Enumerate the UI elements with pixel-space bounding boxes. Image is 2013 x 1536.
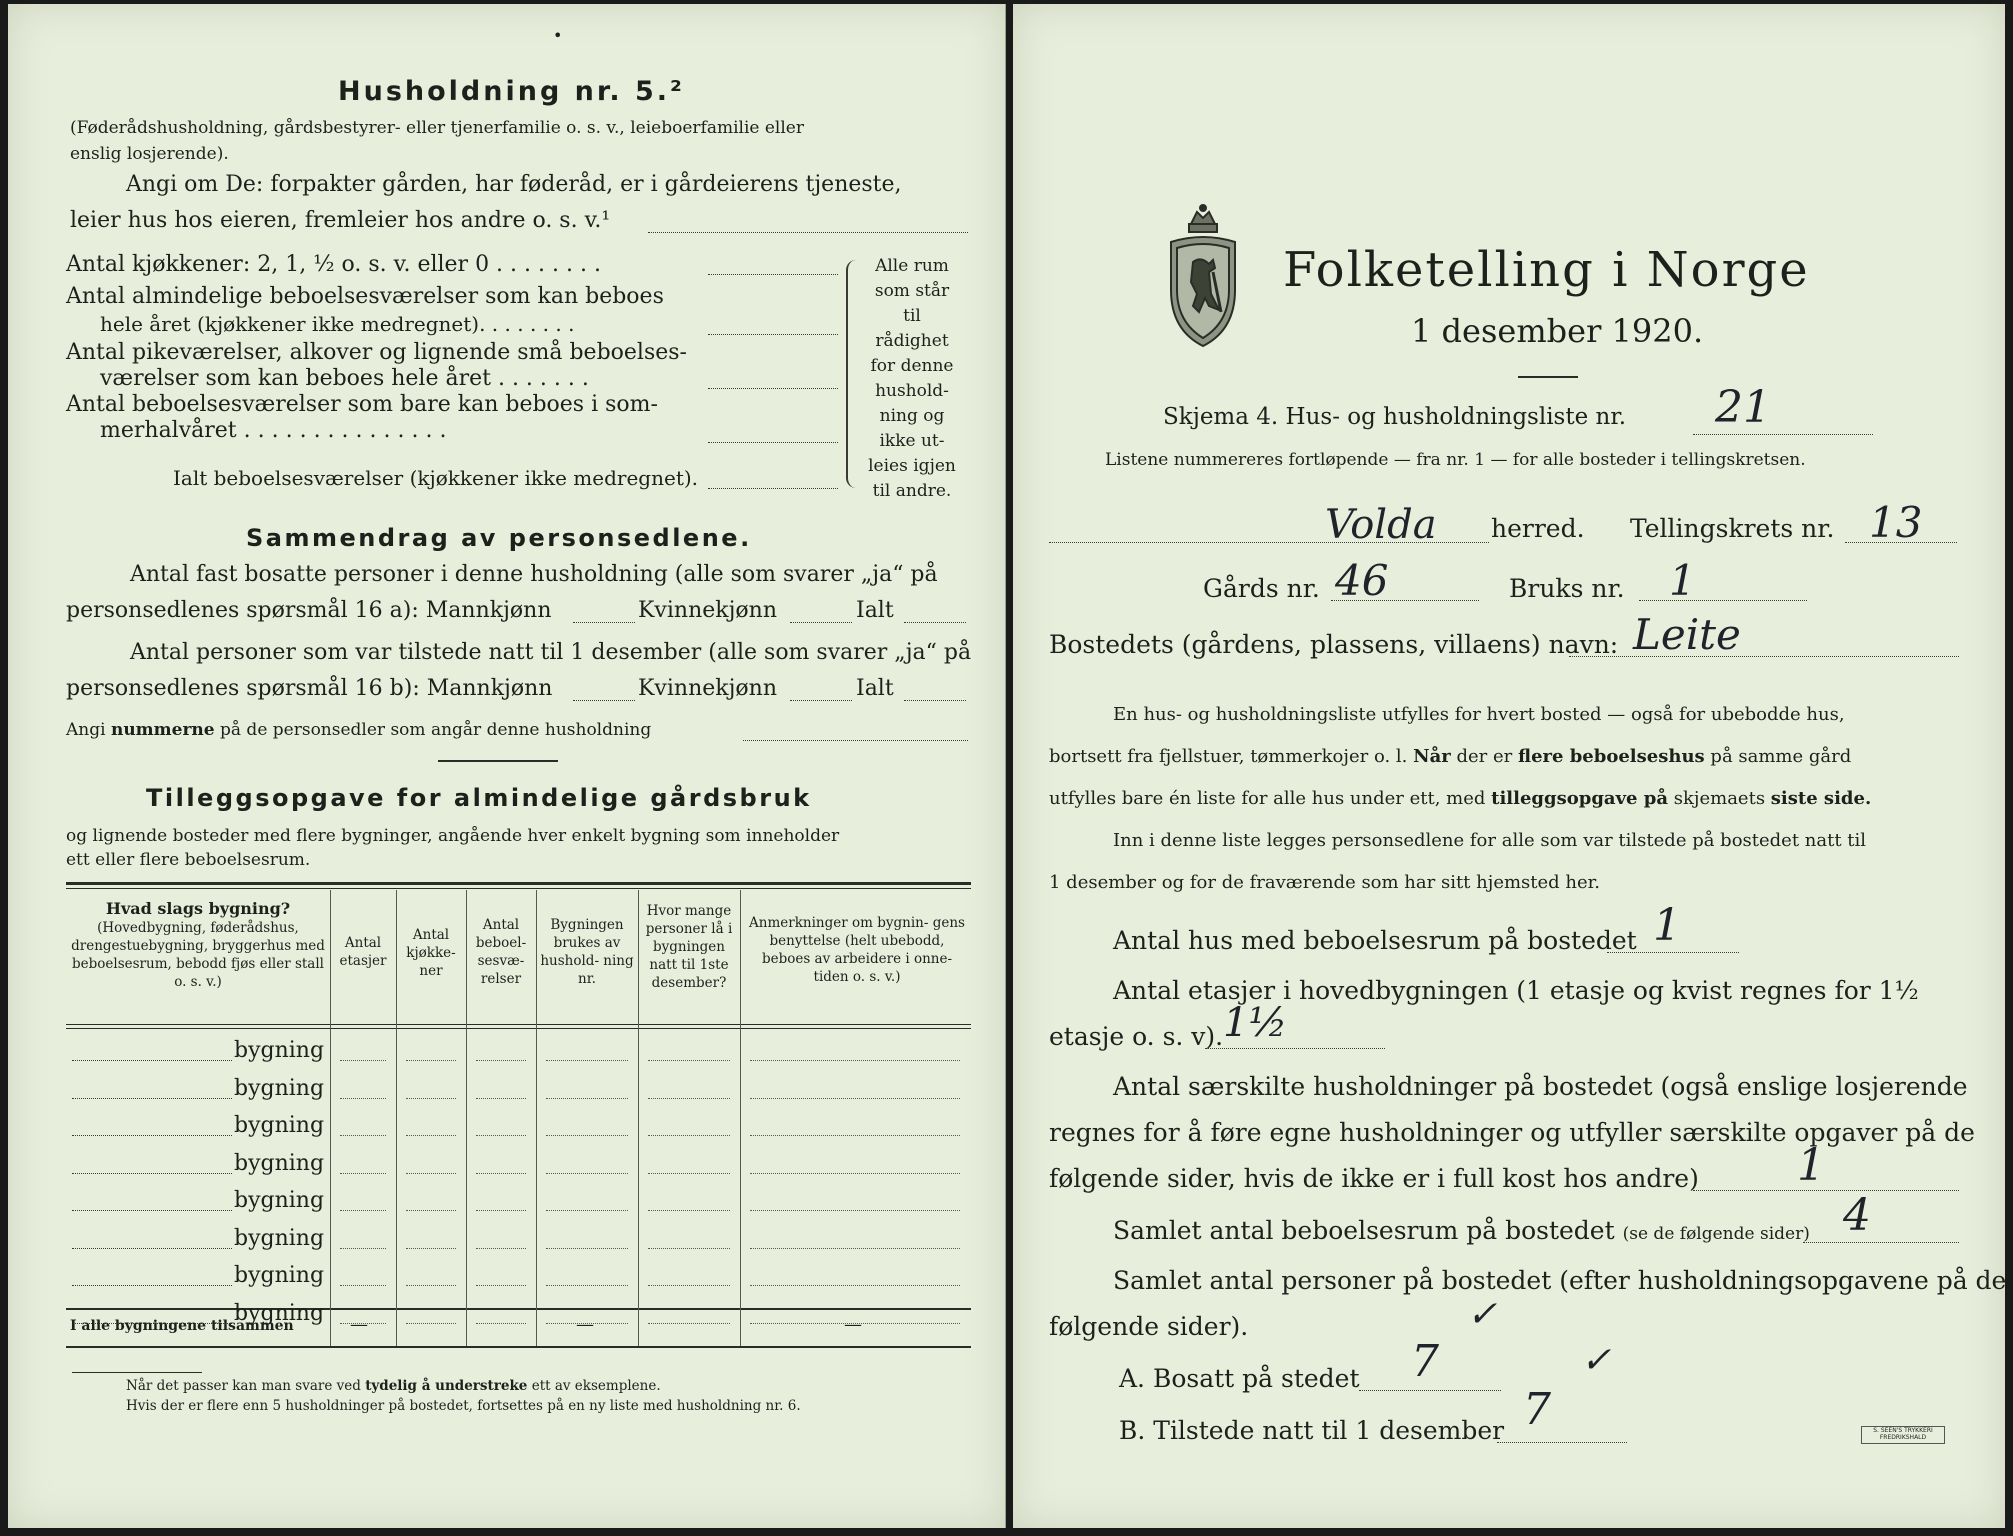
- table-header-rule: [66, 1024, 971, 1025]
- table-cell: [648, 1210, 730, 1211]
- footnote-2: Hvis der er flere enn 5 husholdninger på bostedet, fortsettes på en ny liste med husholdning nr. 6.: [126, 1398, 801, 1414]
- th-household-no: Bygningen brukes av hushold- ning nr.: [540, 917, 634, 987]
- th-kitchens: Antal kjøkke- ner: [406, 927, 456, 979]
- sum1-total-label: Ialt: [856, 598, 894, 623]
- census-date: 1 desember 1920.: [1411, 312, 1704, 350]
- total-dash-floors: —: [350, 1314, 368, 1335]
- household-note-1: (Føderådshusholdning, gårdsbestyrer- eller tjenerfamilie o. s. v., leieboerfamilie eller: [70, 118, 804, 138]
- q-hush-line-3: følgende sider, hvis de ikke er i full kost hos andre): [1049, 1164, 1699, 1193]
- a-check-mark: ✓: [1467, 1294, 1498, 1335]
- table-cell: [546, 1210, 628, 1211]
- q-rum-label: Samlet antal beboelsesrum på bostedet (se de følgende sider): [1113, 1216, 1810, 1245]
- row-fill-line: [72, 1098, 232, 1099]
- table-row-label: bygning: [234, 1300, 325, 1326]
- table-total-rule: [66, 1308, 971, 1310]
- row-fill-line: [72, 1248, 232, 1249]
- angi-line-2: leier hus hos eieren, fremleier hos andre o. s. v.¹: [70, 208, 611, 233]
- household-note-2: enslig losjerende).: [70, 144, 229, 164]
- table-cell: [406, 1210, 456, 1211]
- section-divider: [438, 760, 558, 762]
- table-cell: [406, 1060, 456, 1061]
- skjema-value: 21: [1715, 382, 1771, 433]
- row-fill-line: [72, 1210, 232, 1211]
- farm-note-1: og lignende bosteder med flere bygninger, angående hver enkelt bygning som inneholder: [66, 826, 840, 846]
- col-sep-4: [536, 890, 537, 1346]
- footnote-rule: [72, 1372, 202, 1373]
- table-top-rule: [66, 882, 971, 885]
- table-top-rule-2: [66, 888, 971, 889]
- table-cell: [750, 1285, 960, 1286]
- q-hush-line-1: Antal særskilte husholdninger på bostedet (også enslige losjerende: [1113, 1072, 1968, 1101]
- farm-title: Tilleggsopgave for almindelige gårdsbruk: [146, 784, 812, 812]
- tellingskrets-value: 13: [1869, 498, 1923, 547]
- table-cell: [750, 1248, 960, 1249]
- b-fill: [1497, 1442, 1627, 1443]
- b-value: 7: [1523, 1384, 1551, 1435]
- skjema-label: Skjema 4. Hus- og husholdningsliste nr.: [1163, 404, 1627, 430]
- table-cell: [546, 1248, 628, 1249]
- q-hush-value: 1: [1797, 1140, 1825, 1191]
- rooms-brace-note: Alle rum som står til rådighet for denne hushold- ning og ikke ut- leies igjen til andre.: [868, 256, 956, 501]
- table-cell: [476, 1135, 526, 1136]
- angi-line-1: Angi om De: forpakter gården, har føderåd, er i gårdeierens tjeneste,: [126, 172, 902, 197]
- table-cell: [406, 1323, 456, 1324]
- col-sep-1: [330, 890, 331, 1346]
- bostedets-fill: [1569, 656, 1959, 657]
- q-rum-value: 4: [1843, 1190, 1871, 1241]
- rooms-brace: [846, 260, 860, 488]
- farm-note-2: ett eller flere beboelsesrum.: [66, 850, 311, 870]
- q-etasjer-line-2: etasje o. s. v).: [1049, 1022, 1224, 1051]
- bostedets-label: Bostedets (gårdens, plassens, villaens) navn:: [1049, 630, 1619, 659]
- summary-title: Sammendrag av personsedlene.: [246, 524, 752, 552]
- table-cell: [476, 1285, 526, 1286]
- nummerne-fill: [743, 740, 968, 741]
- a-label: A. Bosatt på stedet: [1119, 1364, 1360, 1393]
- table-cell: [406, 1173, 456, 1174]
- th-rooms: Antal beboel- sesvæ- relser: [475, 917, 527, 987]
- row-fill-line: [72, 1173, 232, 1174]
- summary-line-2b: personsedlenes spørsmål 16 b): Mannkjønn: [66, 676, 553, 701]
- col-sep-2: [396, 890, 397, 1346]
- a-fill: [1359, 1390, 1501, 1391]
- total-dash-remarks: —: [844, 1314, 862, 1335]
- room-kitchens: Antal kjøkkener: 2, 1, ½ o. s. v. eller 0 . . . . . . . .: [66, 252, 601, 277]
- title-rule: [1518, 376, 1578, 378]
- q-hush-line-2: regnes for å føre egne husholdninger og utfyller særskilte opgaver på de: [1049, 1118, 1975, 1147]
- table-header-rule-2: [66, 1028, 971, 1029]
- room-total: Ialt beboelsesværelser (kjøkkener ikke medregnet).: [173, 466, 699, 490]
- page-dot: •: [553, 26, 563, 45]
- summary-line-2a: Antal personer som var tilstede natt til 1 desember (alle som svarer „ja“ på: [130, 640, 972, 665]
- table-cell: [406, 1248, 456, 1249]
- room-maid-fill: [708, 388, 838, 389]
- bruks-fill: [1639, 600, 1807, 601]
- table-cell: [750, 1210, 960, 1211]
- table-cell: [476, 1210, 526, 1211]
- listene-note: Listene nummereres fortløpende — fra nr. 1 — for alle bosteder i tellingskretsen.: [1105, 450, 1806, 470]
- a-value: 7: [1411, 1336, 1439, 1387]
- table-cell: [546, 1060, 628, 1061]
- table-cell: [648, 1060, 730, 1061]
- room-summer-2: merhalvåret . . . . . . . . . . . . . . .: [100, 418, 447, 443]
- skjema-fill: [1693, 434, 1873, 435]
- table-cell: [750, 1060, 960, 1061]
- q-hus-value: 1: [1653, 900, 1681, 951]
- table-cell: [648, 1098, 730, 1099]
- summary-line-1a: Antal fast bosatte personer i denne husholdning (alle som svarer „ja“ på: [130, 562, 938, 587]
- table-cell: [546, 1135, 628, 1136]
- tellingskrets-label: Tellingskrets nr.: [1630, 514, 1835, 543]
- sum2-total-label: Ialt: [856, 676, 894, 701]
- col-sep-3: [466, 890, 467, 1346]
- th-building-type: Hvad slags bygning? (Hovedbygning, føderådshus, drengestuebygning, bryggerhus med beboelsesrum, bebodd fjøs eller stall o. s. v.): [71, 899, 325, 990]
- q-hus-label: Antal hus med beboelsesrum på bostedet: [1113, 926, 1637, 955]
- row-fill-line: [72, 1060, 232, 1061]
- printer-stamp: S. SEEN'S TRYKKERI FREDRIKSHALD: [1861, 1426, 1945, 1444]
- sum1-female-label: Kvinnekjønn: [638, 598, 777, 623]
- intro-line-3: utfylles bare én liste for alle hus under ett, med tilleggsopgave på skjemaets siste side.: [1049, 788, 1872, 809]
- table-cell: [648, 1248, 730, 1249]
- bostedets-value: Leite: [1633, 610, 1741, 659]
- sum2-female-fill: [790, 700, 852, 701]
- table-cell: [476, 1060, 526, 1061]
- intro-line-1: En hus- og husholdningsliste utfylles for hvert bosted — også for ubebodde hus,: [1113, 704, 1845, 725]
- table-cell: [406, 1098, 456, 1099]
- table-row-label: bygning: [234, 1263, 325, 1288]
- table-cell: [476, 1248, 526, 1249]
- room-summer-fill: [708, 442, 838, 443]
- census-title: Folketelling i Norge: [1283, 242, 1810, 298]
- q-etasjer-value: 1½: [1223, 1000, 1288, 1046]
- q-hush-fill: [1693, 1190, 1959, 1191]
- table-cell: [546, 1285, 628, 1286]
- herred-value: Volda: [1325, 502, 1437, 548]
- table-row-label: bygning: [234, 1150, 325, 1176]
- table-cell: [476, 1173, 526, 1174]
- nummerne-line: Angi nummerne på de personsedler som angår denne husholdning: [66, 720, 652, 740]
- room-total-fill: [708, 488, 838, 489]
- table-row-label: bygning: [234, 1225, 325, 1251]
- room-summer-1: Antal beboelsesværelser som bare kan beboes i som-: [66, 392, 658, 417]
- table-cell: [750, 1135, 960, 1136]
- table-bottom-rule: [66, 1346, 971, 1348]
- room-ordinary-fill: [708, 334, 838, 335]
- sum1-total-fill: [904, 622, 966, 623]
- th-floors: Antal etasjer: [339, 935, 387, 969]
- table-cell: [340, 1060, 386, 1061]
- table-cell: [546, 1173, 628, 1174]
- table-cell: [406, 1285, 456, 1286]
- table-total-label: I alle bygningene tilsammen: [70, 1318, 294, 1334]
- summary-line-1b: personsedlenes spørsmål 16 a): Mannkjønn: [66, 598, 552, 623]
- left-page: [8, 4, 1006, 1528]
- table-cell: [648, 1323, 730, 1324]
- table-cell: [476, 1323, 526, 1324]
- coat-of-arms-icon: [1163, 202, 1243, 352]
- right-page: [1013, 4, 2005, 1528]
- col-sep-5: [638, 890, 639, 1346]
- q-hus-fill: [1607, 952, 1739, 953]
- sum2-total-fill: [904, 700, 966, 701]
- q-etasjer-line-1: Antal etasjer i hovedbygningen (1 etasje og kvist regnes for 1½: [1113, 976, 1919, 1005]
- bruks-label: Bruks nr.: [1509, 574, 1625, 603]
- angi-fill-line: [648, 232, 968, 233]
- sum1-male-fill: [573, 622, 635, 623]
- table-cell: [648, 1135, 730, 1136]
- table-row-label: bygning: [234, 1075, 325, 1101]
- table-cell: [340, 1135, 386, 1136]
- col-sep-6: [740, 890, 741, 1346]
- table-cell: [340, 1248, 386, 1249]
- table-cell: [750, 1098, 960, 1099]
- table-cell: [648, 1173, 730, 1174]
- room-kitchens-fill: [708, 274, 838, 275]
- q-etasjer-fill: [1205, 1048, 1385, 1049]
- intro-line-4: Inn i denne liste legges personsedlene for alle som var tilstede på bostedet natt til: [1113, 830, 1867, 851]
- room-maid-2: værelser som kan beboes hele året . . . . . . .: [100, 366, 589, 391]
- table-cell: [340, 1285, 386, 1286]
- row-fill-line: [72, 1135, 232, 1136]
- sum2-female-label: Kvinnekjønn: [638, 676, 777, 701]
- table-cell: [476, 1098, 526, 1099]
- table-row-label: bygning: [234, 1113, 325, 1138]
- table-row-label: bygning: [234, 1188, 325, 1213]
- th-persons: Hvor mange personer lå i bygningen natt til 1ste desember?: [645, 903, 733, 991]
- table-cell: [340, 1173, 386, 1174]
- q-pers-line-2: følgende sider).: [1049, 1312, 1249, 1341]
- table-cell: [340, 1098, 386, 1099]
- table-cell: [750, 1173, 960, 1174]
- b-label: B. Tilstede natt til 1 desember: [1119, 1416, 1505, 1445]
- intro-line-5: 1 desember og for de fraværende som har sitt hjemsted her.: [1049, 872, 1600, 893]
- gards-value: 46: [1335, 556, 1389, 605]
- herred-label: herred.: [1491, 514, 1585, 543]
- room-ordinary-2: hele året (kjøkkener ikke medregnet). . . . . . . .: [100, 312, 575, 336]
- table-cell: [648, 1285, 730, 1286]
- q-pers-line-1: Samlet antal personer på bostedet (efter husholdningsopgavene på de: [1113, 1266, 2007, 1295]
- household-title: Husholdning nr. 5.²: [338, 76, 685, 107]
- th-remarks: Anmerkninger om bygnin- gens benyttelse (helt ubebodd, beboes av arbeidere i onne- tiden o. s. v.): [749, 915, 965, 985]
- table-cell: [546, 1098, 628, 1099]
- table-cell: [340, 1210, 386, 1211]
- bruks-value: 1: [1669, 556, 1696, 605]
- gards-label: Gårds nr.: [1203, 574, 1320, 603]
- room-maid-1: Antal pikeværelser, alkover og lignende små beboelses-: [66, 340, 687, 365]
- sum2-male-fill: [573, 700, 635, 701]
- q-rum-fill: [1803, 1242, 1959, 1243]
- intro-line-2: bortsett fra fjellstuer, tømmerkojer o. l. Når der er flere beboelseshus på samme gård: [1049, 746, 1852, 767]
- sum1-female-fill: [790, 622, 852, 623]
- b-check-mark: ✓: [1581, 1340, 1612, 1381]
- table-row-label: bygning: [234, 1038, 325, 1063]
- table-cell: [406, 1135, 456, 1136]
- room-ordinary-1: Antal almindelige beboelsesværelser som kan beboes: [66, 284, 664, 309]
- row-fill-line: [72, 1285, 232, 1286]
- footnote-1: Når det passer kan man svare ved tydelig å understreke ett av eksemplene.: [126, 1378, 661, 1394]
- total-dash-household: —: [576, 1314, 594, 1335]
